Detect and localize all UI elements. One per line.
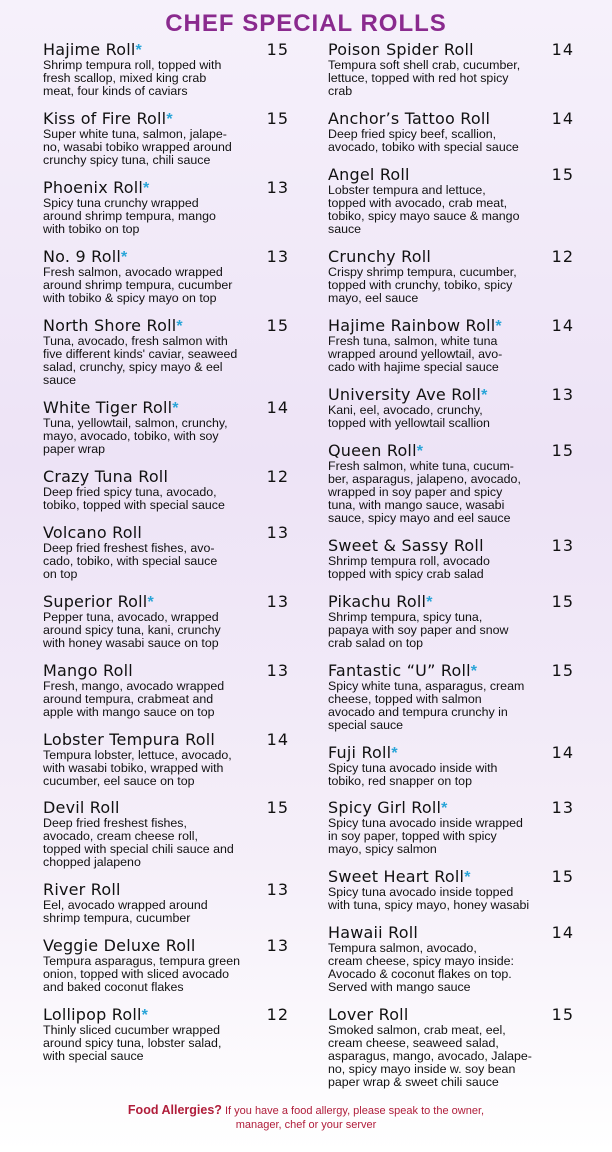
description-line: Spicy tuna avocado inside topped — [328, 885, 514, 899]
menu-item-price: 15 — [551, 867, 574, 886]
menu-item — [43, 730, 289, 788]
description-line: with tuna, spicy mayo, honey wasabi — [328, 898, 530, 912]
menu-item-header — [328, 441, 574, 461]
menu-item-header — [43, 661, 289, 681]
allergy-line-1: If you have a food allergy, please speak to the owner, — [221, 1105, 485, 1117]
description-line: with wasabi tobiko, wrapped with — [43, 761, 224, 775]
menu-item-price: 14 — [551, 40, 574, 59]
menu-item-price: 13 — [266, 880, 289, 899]
menu-item-header — [43, 523, 289, 543]
menu-item-name: White Tiger Roll — [43, 398, 173, 417]
description-line: shrimp tempura, cucumber — [43, 911, 191, 925]
menu-item-header — [328, 661, 574, 681]
menu-item-name: Anchor’s Tattoo Roll — [328, 109, 491, 128]
description-line: around shrimp tempura, cucumber — [43, 278, 233, 292]
menu-item-description — [43, 680, 289, 719]
menu-item — [43, 398, 289, 456]
menu-item-price: 15 — [551, 165, 574, 184]
description-line: wrapped around yellowtail, avo- — [328, 347, 503, 361]
menu-item-header — [328, 1005, 574, 1025]
description-line: sauce — [328, 222, 362, 236]
description-line: around spicy tuna, lobster salad, — [43, 1036, 222, 1050]
description-line: tobiko, spicy mayo sauce & mango — [328, 209, 520, 223]
chef-star-icon: * — [481, 387, 488, 404]
menu-item-price: 15 — [551, 441, 574, 460]
description-line: apple with mango sauce on top — [43, 705, 215, 719]
menu-item-header — [43, 398, 289, 418]
description-line: lettuce, topped with red hot spicy — [328, 71, 509, 85]
menu-item-name: Fuji Roll — [328, 743, 392, 762]
menu-item — [43, 880, 289, 925]
chef-star-icon: * — [176, 318, 183, 335]
menu-item-price: 14 — [551, 923, 574, 942]
chef-star-icon: * — [143, 180, 150, 197]
menu-item-header — [43, 936, 289, 956]
menu-item-header — [43, 178, 289, 198]
menu-item-name: Queen Roll — [328, 441, 417, 460]
description-line: tobiko, topped with special sauce — [43, 498, 225, 512]
menu-item — [328, 385, 574, 430]
menu-item-price: 15 — [266, 109, 289, 128]
menu-item-name: Mango Roll — [43, 661, 133, 680]
menu-item-description — [43, 197, 289, 236]
description-line: mayo, eel sauce — [328, 291, 419, 305]
menu-item-header — [328, 165, 574, 185]
menu-item-header — [328, 385, 574, 405]
description-line: onion, topped with sliced avocado — [43, 967, 229, 981]
menu-item — [328, 798, 574, 856]
description-line: Fresh tuna, salmon, white tuna — [328, 334, 498, 348]
menu-item-header — [328, 592, 574, 612]
menu-item-description — [328, 59, 574, 98]
description-line: Tempura salmon, avocado, — [328, 941, 477, 955]
menu-item-header — [328, 743, 574, 763]
description-line: Served with mango sauce — [328, 980, 471, 994]
description-line: and baked coconut flakes — [43, 980, 184, 994]
allergy-lead: Food Allergies? — [127, 1103, 222, 1117]
description-line: Fresh salmon, white tuna, cucum- — [328, 459, 514, 473]
menu-item-description — [43, 542, 289, 581]
menu-item-description — [328, 555, 574, 581]
menu-item — [328, 441, 574, 525]
menu-item-description — [43, 1024, 289, 1063]
menu-item — [328, 165, 574, 236]
description-line: Shrimp tempura roll, avocado — [328, 554, 490, 568]
menu-item-price: 13 — [551, 385, 574, 404]
menu-item-header — [43, 592, 289, 612]
menu-item — [328, 867, 574, 912]
description-line: avocado, cream cheese roll, — [43, 829, 198, 843]
menu-item-header — [328, 798, 574, 818]
menu-item-header — [43, 247, 289, 267]
menu-item-price: 14 — [551, 743, 574, 762]
menu-item-name: Hawaii Roll — [328, 923, 418, 942]
menu-item-description — [328, 680, 574, 732]
menu-item-name: Hajime Rainbow Roll — [328, 316, 496, 335]
chef-star-icon: * — [495, 318, 502, 335]
menu-item-description — [43, 749, 289, 788]
description-line: mayo, avocado, tobiko, with soy — [43, 429, 219, 443]
description-line: around shrimp tempura, mango — [43, 209, 216, 223]
menu-item-header — [43, 109, 289, 129]
menu-item-name: Kiss of Fire Roll — [43, 109, 167, 128]
description-line: Avocado & coconut flakes on top. — [328, 967, 512, 981]
description-line: cream cheese, spicy mayo inside: — [328, 954, 514, 968]
description-line: paper wrap — [43, 442, 105, 456]
description-line: around tempura, crabmeat and — [43, 692, 214, 706]
menu-item-price: 15 — [266, 316, 289, 335]
menu-item — [43, 661, 289, 719]
description-line: on top — [43, 567, 78, 581]
chef-star-icon: * — [391, 745, 398, 762]
chef-star-icon: * — [426, 594, 433, 611]
menu-item-price: 13 — [266, 592, 289, 611]
chef-star-icon: * — [464, 869, 471, 886]
chef-star-icon: * — [121, 249, 128, 266]
menu-item-description — [328, 817, 574, 856]
description-line: Deep fried spicy beef, scallion, — [328, 127, 497, 141]
menu-item — [43, 798, 289, 869]
menu-item-name: Lover Roll — [328, 1005, 409, 1024]
menu-item-header — [43, 1005, 289, 1025]
menu-item-description — [328, 942, 574, 994]
description-line: Tempura lobster, lettuce, avocado, — [43, 748, 232, 762]
menu-item-header — [43, 798, 289, 818]
menu-item-name: Veggie Deluxe Roll — [43, 936, 196, 955]
description-line: Tempura soft shell crab, cucumber, — [328, 58, 521, 72]
description-line: Spicy tuna avocado inside wrapped — [328, 816, 523, 830]
menu-item — [328, 923, 574, 994]
description-line: cheese, topped with salmon — [328, 692, 482, 706]
menu-item-price: 12 — [266, 1005, 289, 1024]
menu-item-price: 13 — [266, 936, 289, 955]
menu-item-header — [43, 730, 289, 750]
menu-item-price: 15 — [551, 1005, 574, 1024]
menu-item-description — [43, 955, 289, 994]
menu-item-header — [43, 316, 289, 336]
description-line: papaya with soy paper and snow — [328, 623, 509, 637]
description-line: fresh scallop, mixed king crab — [43, 71, 207, 85]
menu-item-header — [328, 923, 574, 943]
description-line: Pepper tuna, avocado, wrapped — [43, 610, 219, 624]
menu-item — [43, 936, 289, 994]
description-line: mayo, spicy salmon — [328, 842, 437, 856]
food-allergy-notice — [0, 1104, 612, 1132]
menu-item-price: 13 — [266, 523, 289, 542]
menu-item — [43, 1005, 289, 1063]
description-line: cream cheese, seaweed salad, — [328, 1036, 499, 1050]
description-line: topped with yellowtail scallion — [328, 416, 490, 430]
menu-item-name: Fantastic “U” Roll — [328, 661, 471, 680]
menu-item — [328, 1005, 574, 1089]
menu-item-name: No. 9 Roll — [43, 247, 121, 266]
description-line: sauce — [43, 373, 77, 387]
menu-item-price: 15 — [551, 661, 574, 680]
menu-item — [43, 467, 289, 512]
description-line: topped with avocado, crab meat, — [328, 196, 508, 210]
menu-item-name: North Shore Roll — [43, 316, 177, 335]
chef-star-icon: * — [416, 443, 423, 460]
menu-item-description — [43, 266, 289, 305]
description-line: in soy paper, topped with spicy — [328, 829, 497, 843]
menu-item — [43, 592, 289, 650]
chef-star-icon: * — [135, 42, 142, 59]
menu-item-name: University Ave Roll — [328, 385, 482, 404]
menu-item-price: 15 — [266, 40, 289, 59]
chef-star-icon: * — [147, 594, 154, 611]
menu-item-description — [43, 128, 289, 167]
menu-item-name: Crazy Tuna Roll — [43, 467, 169, 486]
menu-item-header — [43, 467, 289, 487]
description-line: Kani, eel, avocado, crunchy, — [328, 403, 483, 417]
menu-item — [328, 592, 574, 650]
menu-item — [43, 178, 289, 236]
menu-item-name: Angel Roll — [328, 165, 410, 184]
menu-item — [328, 109, 574, 154]
chef-star-icon: * — [470, 663, 477, 680]
description-line: with tobiko on top — [43, 222, 140, 236]
menu-item-price: 14 — [266, 730, 289, 749]
description-line: Super white tuna, salmon, jalape- — [43, 127, 227, 141]
menu-item-price: 13 — [266, 661, 289, 680]
menu-item-description — [43, 817, 289, 869]
description-line: topped with crunchy, tobiko, spicy — [328, 278, 513, 292]
menu-item-name: Lollipop Roll — [43, 1005, 142, 1024]
description-line: special sauce — [328, 718, 404, 732]
description-line: Fresh, mango, avocado wrapped — [43, 679, 225, 693]
description-line: Crispy shrimp tempura, cucumber, — [328, 265, 517, 279]
description-line: avocado and tempura crunchy in — [328, 705, 508, 719]
description-line: topped with spicy crab salad — [328, 567, 484, 581]
menu-item-description — [328, 460, 574, 525]
description-line: cado with hajime special sauce — [328, 360, 499, 374]
menu-item-description — [328, 128, 574, 154]
chef-star-icon: * — [166, 111, 173, 128]
menu-item — [43, 523, 289, 581]
description-line: avocado, tobiko with special sauce — [328, 140, 519, 154]
menu-item-description — [43, 335, 289, 387]
menu-item-description — [328, 886, 574, 912]
menu-item-description — [43, 899, 289, 925]
menu-item-header — [43, 40, 289, 60]
description-line: Deep fried spicy tuna, avocado, — [43, 485, 217, 499]
description-line: paper wrap & sweet chili sauce — [328, 1075, 499, 1089]
menu-item-price: 14 — [551, 316, 574, 335]
description-line: chopped jalapeno — [43, 855, 141, 869]
menu-item-description — [43, 611, 289, 650]
menu-item-price: 13 — [551, 798, 574, 817]
menu-item-name: Devil Roll — [43, 798, 120, 817]
description-line: cucumber, eel sauce on top — [43, 774, 195, 788]
menu-item-price: 12 — [551, 247, 574, 266]
description-line: tuna, with mango sauce, wasabi — [328, 498, 505, 512]
description-line: Fresh salmon, avocado wrapped — [43, 265, 223, 279]
description-line: wrapped in soy paper and spicy — [328, 485, 503, 499]
menu-item-description — [43, 486, 289, 512]
menu-item — [43, 40, 289, 98]
menu-item-name: Poison Spider Roll — [328, 40, 474, 59]
menu-item-name: Lobster Tempura Roll — [43, 730, 216, 749]
description-line: meat, four kinds of caviars — [43, 84, 188, 98]
menu-item — [328, 743, 574, 788]
menu-item-header — [43, 880, 289, 900]
description-line: Spicy tuna crunchy wrapped — [43, 196, 199, 210]
menu-item-description — [43, 59, 289, 98]
description-line: crab — [328, 84, 353, 98]
menu-item-name: Phoenix Roll — [43, 178, 144, 197]
allergy-line-2: manager, chef or your server — [235, 1118, 377, 1131]
description-line: sauce, spicy mayo and eel sauce — [328, 511, 511, 525]
menu-item-header — [328, 867, 574, 887]
menu-item-price: 12 — [266, 467, 289, 486]
description-line: Thinly sliced cucumber wrapped — [43, 1023, 220, 1037]
menu-item-price: 15 — [551, 592, 574, 611]
description-line: tobiko, red snapper on top — [328, 774, 472, 788]
menu-item-price: 14 — [551, 109, 574, 128]
description-line: asparagus, mango, avocado, Jalape- — [328, 1049, 532, 1063]
menu-item-name: Pikachu Roll — [328, 592, 427, 611]
menu-item-header — [328, 40, 574, 60]
description-line: ber, asparagus, jalapeno, avocado, — [328, 472, 521, 486]
menu-item — [328, 536, 574, 581]
menu-item-description — [328, 404, 574, 430]
description-line: Shrimp tempura roll, topped with — [43, 58, 222, 72]
description-line: five different kinds' caviar, seaweed — [43, 347, 238, 361]
menu-item-name: Spicy Girl Roll — [328, 798, 442, 817]
description-line: Deep fried freshest fishes, avo- — [43, 541, 215, 555]
menu-item-header — [328, 109, 574, 129]
menu-item-price: 14 — [266, 398, 289, 417]
menu-item-name: Volcano Roll — [43, 523, 143, 542]
description-line: Tempura asparagus, tempura green — [43, 954, 240, 968]
menu-item — [43, 316, 289, 387]
description-line: around spicy tuna, kani, crunchy — [43, 623, 221, 637]
menu-item-price: 15 — [266, 798, 289, 817]
menu-item — [328, 661, 574, 732]
chef-star-icon: * — [141, 1007, 148, 1024]
menu-item-name: Sweet & Sassy Roll — [328, 536, 484, 555]
description-line: Spicy tuna avocado inside with — [328, 761, 498, 775]
description-line: Smoked salmon, crab meat, eel, — [328, 1023, 506, 1037]
menu-item-price: 13 — [266, 247, 289, 266]
menu-item-price: 13 — [551, 536, 574, 555]
description-line: Tuna, yellowtail, salmon, crunchy, — [43, 416, 228, 430]
chef-star-icon: * — [441, 800, 448, 817]
description-line: no, spicy mayo inside w. soy bean — [328, 1062, 516, 1076]
description-line: Tuna, avocado, fresh salmon with — [43, 334, 228, 348]
description-line: salad, crunchy, spicy mayo & eel — [43, 360, 223, 374]
menu-item — [328, 247, 574, 305]
description-line: cado, tobiko, with special sauce — [43, 554, 218, 568]
menu-item-name: Sweet Heart Roll — [328, 867, 465, 886]
menu-item-name: River Roll — [43, 880, 121, 899]
menu-item-description — [43, 417, 289, 456]
description-line: Spicy white tuna, asparagus, cream — [328, 679, 525, 693]
menu-item-name: Crunchy Roll — [328, 247, 432, 266]
menu-item-description — [328, 1024, 574, 1089]
description-line: Eel, avocado wrapped around — [43, 898, 208, 912]
page-title: CHEF SPECIAL ROLLS — [165, 10, 447, 37]
description-line: topped with special chili sauce and — [43, 842, 234, 856]
menu-item-name: Hajime Roll — [43, 40, 136, 59]
menu-item-description — [328, 611, 574, 650]
description-line: Shrimp tempura, spicy tuna, — [328, 610, 483, 624]
description-line: with tobiko & spicy mayo on top — [43, 291, 217, 305]
description-line: Deep fried freshest fishes, — [43, 816, 187, 830]
description-line: crab salad on top — [328, 636, 424, 650]
menu-item-name: Superior Roll — [43, 592, 148, 611]
menu-item-header — [328, 536, 574, 556]
description-line: no, wasabi tobiko wrapped around — [43, 140, 232, 154]
description-line: crunchy spicy tuna, chili sauce — [43, 153, 211, 167]
chef-star-icon: * — [172, 400, 179, 417]
menu-item-header — [328, 316, 574, 336]
menu-item-description — [328, 762, 574, 788]
description-line: with special sauce — [43, 1049, 144, 1063]
menu-item — [43, 109, 289, 167]
menu-item-description — [328, 266, 574, 305]
menu-item — [43, 247, 289, 305]
menu-item — [328, 40, 574, 98]
menu-item-description — [328, 335, 574, 374]
description-line: Lobster tempura and lettuce, — [328, 183, 486, 197]
menu-item-header — [328, 247, 574, 267]
menu-item — [328, 316, 574, 374]
menu-item-description — [328, 184, 574, 236]
menu-item-price: 13 — [266, 178, 289, 197]
description-line: with honey wasabi sauce on top — [43, 636, 219, 650]
